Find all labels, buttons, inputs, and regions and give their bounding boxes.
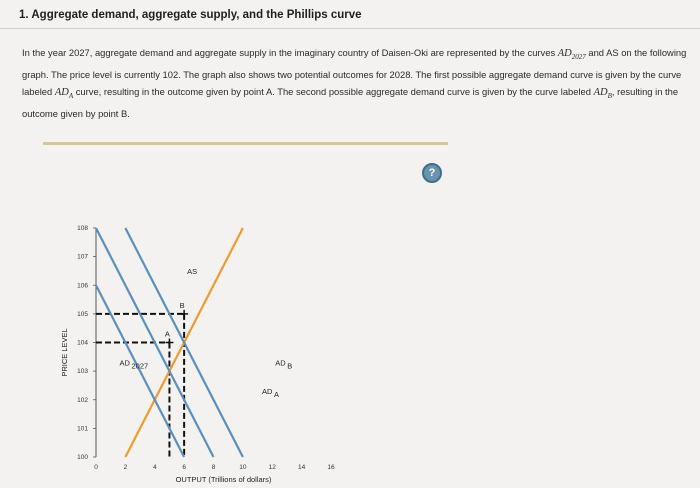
y-tick-label: 104 (77, 339, 88, 347)
y-tick-label: 108 (77, 225, 88, 232)
curve-label-AS: AS (187, 266, 198, 276)
x-tick-label: 16 (327, 464, 335, 471)
intro-text-2: and AS on the following graph. The price level is currently 102. The graph also shows two potential outcomes for 2028. The first possible aggregate demand curve is given by the curve labeled (22, 47, 687, 98)
x-tick-label: 4 (152, 464, 157, 471)
y-tick-label: 101 (77, 425, 88, 433)
x-tick-label: 12 (268, 464, 276, 471)
adb-symbol: $AD_B$ (593, 87, 612, 101)
intro-text-1: In the year 2027, aggregate demand and aggregate supply in the imaginary country of Daisen-Oki are represented by the curves (22, 47, 558, 58)
x-tick-label: 0 (94, 464, 98, 471)
y-tick-label: 103 (77, 368, 88, 376)
curve-label-sub-ADB: B (287, 361, 293, 371)
point-label-A: A (164, 329, 170, 339)
x-axis-label: OUTPUT (Trillions of dollars) (175, 475, 272, 484)
y-tick-label: 102 (77, 396, 88, 404)
x-tick-label: 8 (211, 464, 216, 471)
intro-text-3: curve, resulting in the outcome given by point A. The second possible aggregate demand curve is given by the curve labeled (73, 86, 594, 98)
intro-text-4: , resulting in the outcome given by point B. (22, 86, 679, 120)
y-axis-label: PRICE LEVEL (60, 328, 69, 377)
ad2027-symbol: $AD_{2027}$ (557, 48, 586, 62)
x-tick-label: 2 (123, 464, 128, 471)
y-tick-label: 105 (77, 310, 88, 318)
y-tick-label: 106 (77, 282, 88, 290)
curve-label-ADA: AD (261, 387, 273, 397)
curve-label-ADB: AD (275, 358, 286, 368)
x-tick-label: 6 (182, 464, 186, 471)
curve-ADA (96, 228, 214, 457)
curve-label-sub-AD2027: 2027 (131, 361, 149, 371)
help-icon[interactable]: ? (422, 163, 442, 183)
curve-AD2027 (96, 285, 184, 457)
question-title: 1. Aggregate demand, aggregate supply, and the Phillips curve (19, 9, 362, 21)
x-tick-label: 14 (298, 464, 306, 471)
curve-label-sub-ADA: A (273, 390, 279, 400)
curve-label-AD2027: AD (119, 358, 130, 368)
y-tick-label: 107 (77, 253, 88, 261)
x-tick-label: 10 (239, 464, 247, 471)
ada-symbol: $AD_A$ (54, 87, 74, 101)
y-tick-label: 100 (77, 454, 88, 461)
point-label-B: B (179, 300, 185, 310)
